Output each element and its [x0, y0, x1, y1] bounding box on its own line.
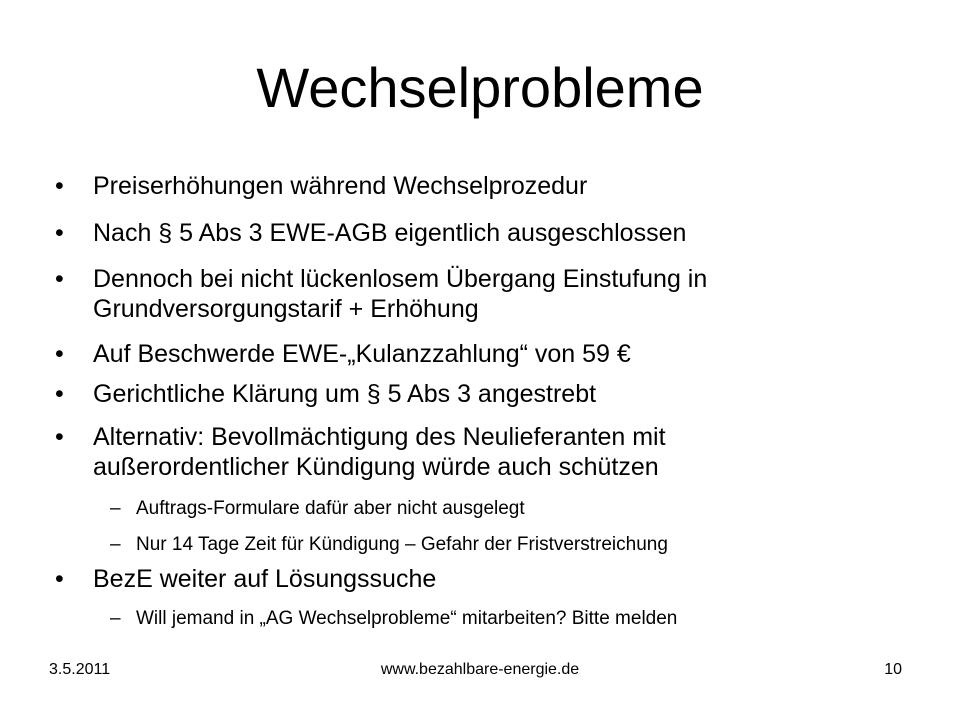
- sub-bullet-marker: –: [110, 534, 121, 555]
- sub-bullet-marker: –: [110, 498, 121, 519]
- footer-url: www.bezahlbare-energie.de: [380, 661, 580, 678]
- bullet-marker: •: [55, 172, 64, 200]
- bullet-marker: •: [55, 219, 64, 247]
- bullet-marker: •: [55, 265, 64, 293]
- bullet-text: Nach § 5 Abs 3 EWE-AGB eigentlich ausgeschlossen: [93, 219, 687, 247]
- bullet-marker: •: [55, 380, 64, 408]
- footer-date: 3.5.2011: [49, 661, 111, 678]
- bullet-text: Dennoch bei nicht lückenlosem Übergang Einstufung in Grundversorgungstarif + Erhöhung: [93, 265, 708, 323]
- slide-title: Wechselprobleme: [256, 56, 704, 119]
- bullet-text: Gerichtliche Klärung um § 5 Abs 3 angestrebt: [93, 380, 597, 408]
- sub-bullet-text: Auftrags-Formulare dafür aber nicht ausgelegt: [136, 498, 525, 519]
- footer-page-number: 10: [884, 661, 902, 678]
- sub-bullet-text: Nur 14 Tage Zeit für Kündigung – Gefahr der Fristverstreichung: [136, 534, 668, 555]
- sub-bullet-marker: –: [110, 608, 121, 629]
- bullet-text: Preiserhöhungen während Wechselprozedur: [93, 172, 588, 200]
- bullet-marker: •: [55, 423, 64, 451]
- sub-bullet-text: Will jemand in „AG Wechselprobleme“ mitarbeiten? Bitte melden: [136, 608, 678, 629]
- bullet-marker: •: [55, 565, 64, 593]
- bullet-text: Auf Beschwerde EWE-„Kulanzzahlung“ von 59 €: [93, 340, 631, 368]
- bullet-text: BezE weiter auf Lösungssuche: [93, 565, 437, 593]
- bullet-text: Alternativ: Bevollmächtigung des Neulieferanten mit außerordentlicher Kündigung würde auch schützen: [93, 423, 666, 481]
- bullet-marker: •: [55, 340, 64, 368]
